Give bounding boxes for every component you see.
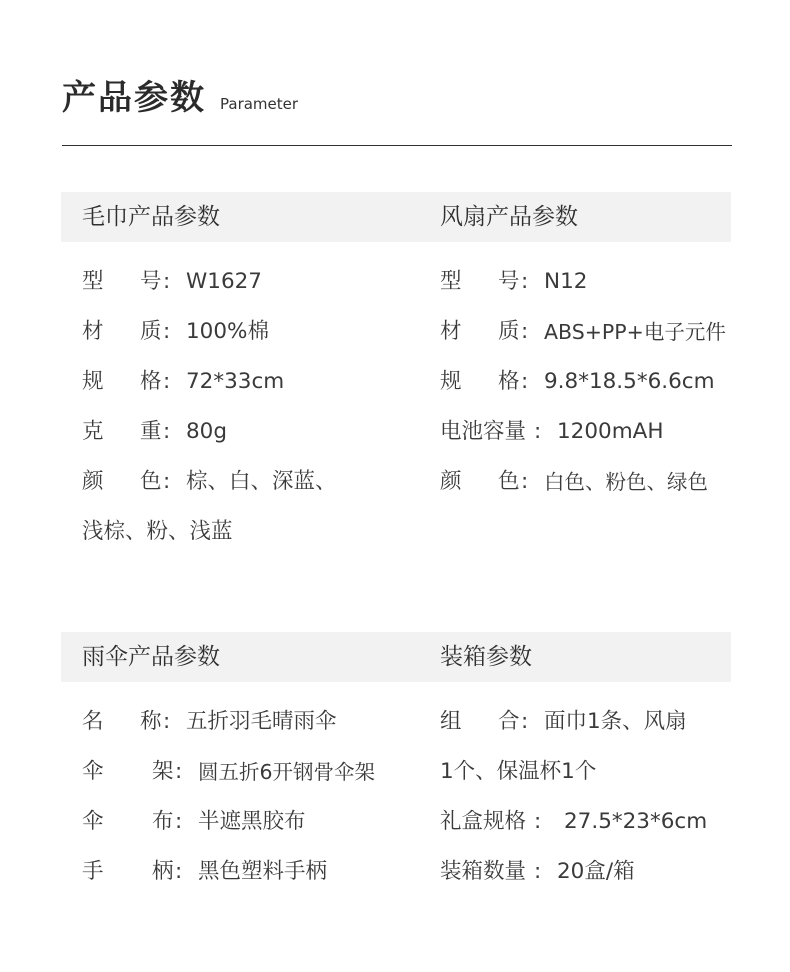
param-sep: :: [175, 859, 183, 884]
param-sep: :: [534, 419, 542, 444]
param-value: 1个、保温杯1个: [440, 759, 597, 784]
param-value: 27.5*23*6cm: [564, 809, 708, 834]
packing-section-title: 装箱参数: [440, 644, 532, 670]
param-sep: :: [163, 709, 171, 734]
param-key: 材: [440, 319, 462, 344]
param-value: 1200mAH: [557, 419, 664, 444]
param-sep: :: [175, 759, 183, 784]
param-sep: :: [521, 469, 529, 494]
param-sep: :: [521, 369, 529, 394]
param-key: 格: [140, 369, 162, 394]
page-header: [62, 70, 298, 116]
param-sep: :: [534, 809, 542, 834]
param-key: 格: [498, 369, 520, 394]
param-value: 白色、粉色、绿色: [544, 470, 708, 494]
param-key: 规: [440, 369, 462, 394]
section-bar-1: [61, 192, 731, 242]
umbrella-row-frame: [82, 758, 422, 808]
param-value: 棕、白、深蓝、: [186, 469, 337, 494]
towel-params: [82, 268, 422, 568]
param-key: 名: [82, 709, 104, 734]
header-divider: [62, 145, 732, 146]
towel-row-model: [82, 268, 422, 318]
param-key: 电池容量: [440, 419, 527, 444]
param-key: 号: [498, 269, 520, 294]
towel-section-title: 毛巾产品参数: [82, 204, 220, 230]
param-key: 颜: [440, 469, 462, 494]
fan-section-title: 风扇产品参数: [440, 204, 578, 230]
param-value: 五折羽毛晴雨伞: [186, 709, 337, 734]
param-sep: :: [163, 419, 171, 444]
packing-row-combo: [440, 708, 740, 758]
param-key: 重: [140, 419, 162, 444]
umbrella-row-fabric: [82, 808, 422, 858]
param-value: 20盒/箱: [557, 859, 635, 884]
param-key: 材: [82, 319, 104, 344]
packing-params: [440, 708, 740, 908]
param-key: 规: [82, 369, 104, 394]
towel-row-color: [82, 468, 422, 518]
param-sep: :: [163, 319, 171, 344]
param-sep: :: [521, 269, 529, 294]
param-key: 克: [82, 419, 104, 444]
fan-row-color: [440, 468, 740, 518]
param-value: 圆五折6开钢骨伞架: [198, 760, 376, 784]
param-key: 型: [440, 269, 462, 294]
fan-row-model: [440, 268, 740, 318]
param-key: 装箱数量: [440, 859, 527, 884]
param-value: 80g: [186, 419, 228, 444]
param-value: 半遮黑胶布: [198, 809, 306, 834]
section-bar-2: [61, 632, 731, 682]
param-key: 伞: [82, 759, 104, 784]
param-value: 72*33cm: [186, 369, 285, 394]
param-sep: :: [175, 809, 183, 834]
param-value: N12: [544, 269, 588, 294]
param-key: 颜: [82, 469, 104, 494]
param-sep: :: [534, 859, 542, 884]
param-key: 架: [152, 759, 174, 784]
umbrella-row-name: [82, 708, 422, 758]
page-subtitle: Parameter: [220, 95, 299, 113]
param-key: 型: [82, 269, 104, 294]
param-value: 面巾1条、风扇: [544, 709, 687, 734]
param-key: 色: [140, 469, 162, 494]
param-value: ABS+PP+电子元件: [544, 320, 726, 344]
param-key: 组: [440, 709, 462, 734]
param-key: 称: [140, 709, 162, 734]
packing-row-combo-continuation: [440, 758, 740, 808]
packing-row-giftbox: [440, 808, 740, 858]
param-sep: :: [163, 269, 171, 294]
param-key: 礼盒规格: [440, 809, 527, 834]
param-value: 黑色塑料手柄: [198, 859, 328, 884]
fan-row-battery: [440, 418, 740, 468]
param-sep: :: [163, 469, 171, 494]
param-key: 布: [152, 809, 174, 834]
packing-row-quantity: [440, 858, 740, 908]
param-key: 合: [498, 709, 520, 734]
param-key: 伞: [82, 809, 104, 834]
fan-params: [440, 268, 740, 518]
param-key: 手: [82, 859, 104, 884]
page-title: 产品参数: [62, 78, 206, 118]
umbrella-section-title: 雨伞产品参数: [82, 644, 220, 670]
param-key: 柄: [152, 859, 174, 884]
param-key: 质: [498, 319, 520, 344]
fan-row-size: [440, 368, 740, 418]
param-key: 质: [140, 319, 162, 344]
umbrella-params: [82, 708, 422, 908]
umbrella-row-handle: [82, 858, 422, 908]
param-value: 9.8*18.5*6.6cm: [544, 369, 715, 394]
towel-color-continuation: 浅棕、粉、浅蓝: [82, 519, 233, 544]
param-key: 号: [140, 269, 162, 294]
fan-row-material: [440, 318, 740, 368]
param-value: W1627: [186, 269, 262, 294]
param-sep: :: [521, 709, 529, 734]
param-sep: :: [521, 319, 529, 344]
param-sep: :: [163, 369, 171, 394]
towel-row-material: [82, 318, 422, 368]
param-key: 色: [498, 469, 520, 494]
towel-row-weight: [82, 418, 422, 468]
param-value: 100%棉: [186, 319, 269, 344]
towel-row-size: [82, 368, 422, 418]
